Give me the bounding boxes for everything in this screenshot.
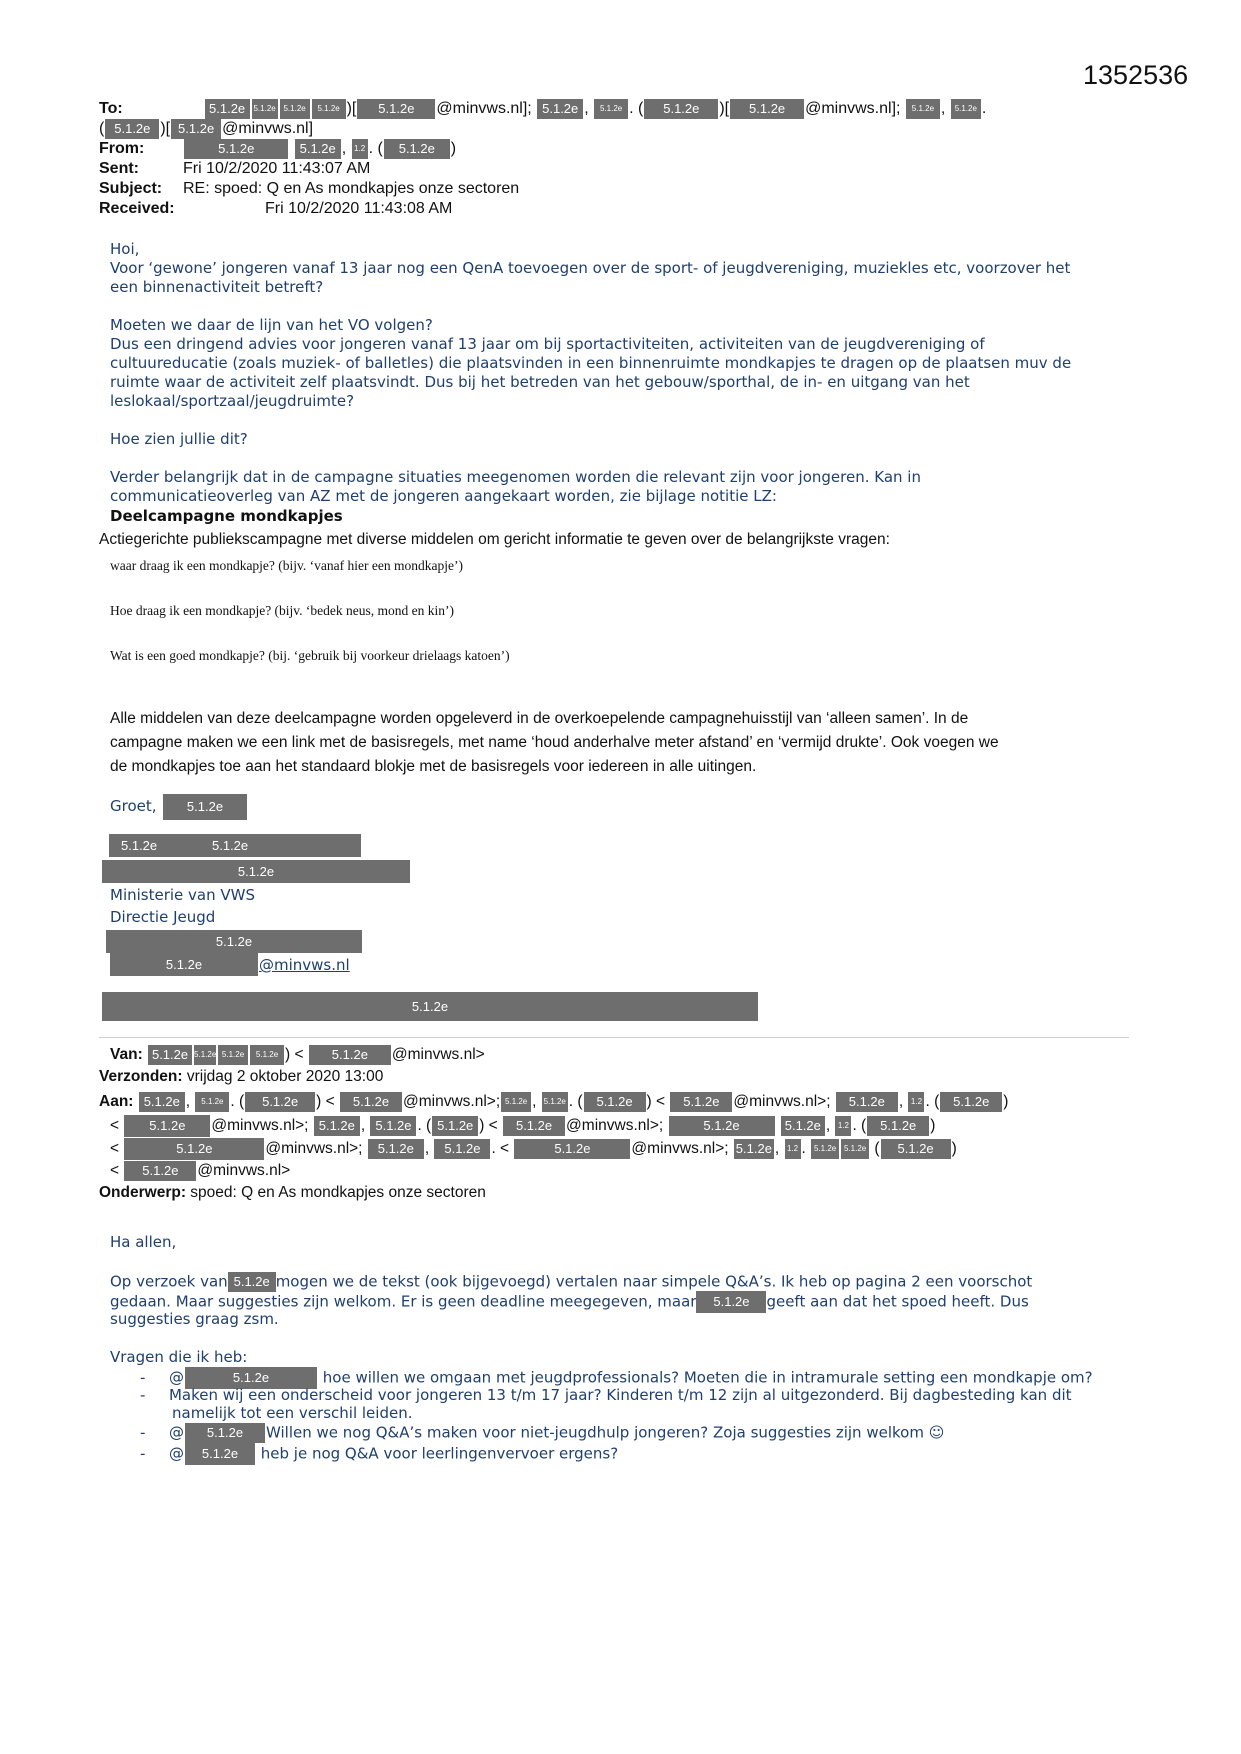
redaction: 5.1.2e (110, 953, 258, 976)
redaction: 5.1.2e (370, 1116, 416, 1136)
body-text: Hoe zien jullie dit? (110, 430, 248, 448)
body-text: Vragen die ik heb: (110, 1348, 248, 1366)
body-text: leslokaal/sportzaal/jeugdruimte? (110, 392, 355, 410)
body-text: Verder belangrijk dat in de campagne situaties meegenomen worden die relevant zijn voor jongeren. Kan in (110, 468, 921, 486)
redaction: 5.1.2e (252, 99, 278, 119)
redaction: 5.1.2e (106, 930, 362, 953)
email-domain: @minvws.nl> (197, 1162, 291, 1180)
redaction: 5.1.2e (501, 1092, 531, 1112)
redaction: 5.1.2e (185, 1423, 265, 1443)
divider (99, 1037, 1129, 1038)
redaction: 5.1.2e (881, 1139, 951, 1159)
received-value: Fri 10/2/2020 11:43:08 AM (265, 200, 453, 217)
redaction: 5.1.2e (836, 1092, 898, 1112)
email-domain: @minvws.nl>; (403, 1093, 501, 1111)
redaction: 1.2 (352, 139, 368, 159)
document-id: 1352536 (1083, 60, 1189, 90)
email-domain: @minvws.nl>; (631, 1140, 729, 1158)
redaction: 5.1.2e (218, 1045, 248, 1065)
email-link[interactable]: @minvws.nl (259, 956, 350, 974)
redaction: 5.1.2e (841, 1139, 869, 1159)
text-fragment: mogen we de tekst (ook bijgevoegd) vertalen naar simpele Q&A’s. Ik heb op pagina 2 een voorschot (275, 1272, 1033, 1291)
aan-label: Aan: (99, 1093, 134, 1111)
aan-line: Aan: 5.1.2e , 5.1.2e . ( 5.1.2e ) < 5.1.2e @minvws.nl>; 5.1.2e , 5.1.2e . ( 5.1.2e ) < 5.1.2e @minvws.nl>; 5.1.2e , 1.2 . ( 5.1.2e ) (99, 1093, 1009, 1111)
redaction: 5.1.2e (867, 1116, 929, 1136)
redaction: 5.1.2e (105, 119, 159, 139)
redaction: 5.1.2e (368, 1139, 424, 1159)
redaction: 5.1.2e (384, 139, 450, 159)
at-sign: @ (168, 1444, 184, 1463)
redaction: 5.1.2e (644, 99, 718, 119)
sent-line (99, 160, 371, 178)
redaction: 5.1.2e (730, 99, 804, 119)
redaction: 5.1.2e (906, 99, 940, 119)
redaction: 5.1.2e (432, 1116, 478, 1136)
bullet: - (140, 1423, 146, 1442)
redaction: 5.1.2e (171, 119, 221, 139)
redaction: 5.1.2e (184, 139, 288, 159)
groet: Groet, (110, 797, 157, 815)
redaction: 5.1.2e (940, 1092, 1002, 1112)
aan-line-3: < 5.1.2e @minvws.nl>; 5.1.2e , 5.1.2e . < 5.1.2e @minvws.nl>; 5.1.2e , 1.2 . 5.1.2e 5.1.2e ( 5.1.2e ) (110, 1138, 957, 1160)
campaign-intro: Actiegerichte publiekscampagne met diverse middelen om gericht informatie te geven over de belangrijkste vragen: (99, 531, 890, 548)
redaction: 5.1.2e (295, 139, 341, 159)
redaction: 5.1.2e (102, 860, 410, 883)
body-text: campagne maken we een link met de basisregels, met name ‘houd anderhalve meter afstand’ en ‘vermijd drukte’. Ook voegen we (110, 734, 999, 751)
campaign-question: Hoe draag ik een mondkapje? (bijv. ‘bedek neus, mond en kin’) (110, 603, 455, 618)
redaction: 5.1.2e (951, 99, 981, 119)
text-fragment: Willen we nog Q&A’s maken voor niet-jeugdhulp jongeren? Zoja suggesties zijn welkom ☺ (265, 1423, 945, 1442)
email-domain: @minvws.nl> (391, 1046, 485, 1064)
redaction: 5.1.2e (185, 1443, 255, 1465)
to-label: To: (99, 100, 123, 118)
redaction: 5.1.2e (102, 992, 758, 1021)
verzonden-value: vrijdag 2 oktober 2020 13:00 (186, 1068, 384, 1085)
verzonden-line (99, 1068, 383, 1086)
redaction: 5.1.2e (542, 1092, 568, 1112)
bullet: - (140, 1386, 146, 1404)
signature-redaction (109, 834, 361, 857)
redaction: 5.1.2e (537, 99, 583, 119)
redaction: 5.1.2e (309, 1045, 391, 1065)
at-sign: @ (168, 1423, 184, 1442)
body-text: Voor ‘gewone’ jongeren vanaf 13 jaar nog een QenA toevoegen over de sport- of jeugdvereniging, muziekles etc, voorzover het (110, 259, 1071, 277)
redaction: 1.2 (908, 1092, 924, 1112)
redaction: 5.1.2e (205, 99, 250, 119)
sent-label: Sent: (99, 160, 139, 177)
onderwerp-line (99, 1184, 486, 1202)
signature-email[interactable] (259, 956, 350, 974)
greeting: Ha allen, (110, 1233, 177, 1251)
redaction: 5.1.2e (124, 1115, 210, 1137)
redaction: 5.1.2e (245, 1092, 315, 1112)
ministry: Ministerie van VWS (110, 886, 255, 904)
email-domain: @minvws.nl] (222, 120, 314, 138)
to-line: To: 5.1.2e 5.1.2e 5.1.2e 5.1.2e )[ 5.1.2e @minvws.nl]; 5.1.2e , 5.1.2e . ( 5.1.2e )[ 5.1.2e @minvws.nl]; 5.1.2e , 5.1.2e . (99, 100, 987, 118)
body-text: Moeten we daar de lijn van het VO volgen? (110, 316, 433, 334)
received-label: Received: (99, 200, 175, 217)
body-text: de mondkapjes toe aan het standaard blokje met de basisregels voor iedereen in alle uitingen. (110, 758, 757, 775)
redaction: 5.1.2e (195, 1092, 229, 1112)
body-text: communicatieoverleg van AZ met de jongeren aangekaart worden, zie bijlage notitie LZ: (110, 487, 777, 505)
text-fragment: Maken wij een onderscheid voor jongeren 13 t/m 17 jaar? Kinderen t/m 12 zijn al uitgezonderd. Bij dagbesteding kan dit (168, 1386, 1072, 1404)
onderwerp-label: Onderwerp: (99, 1184, 186, 1201)
redaction: 5.1.2e (514, 1139, 630, 1159)
list-item-continued: namelijk tot een verschil leiden. (172, 1404, 413, 1422)
redaction: 5.1.2e (669, 1116, 775, 1136)
sent-value: Fri 10/2/2020 11:43:07 AM (183, 160, 371, 177)
text-fragment: heb je nog Q&A voor leerlingenvervoer ergens? (260, 1444, 619, 1463)
list-item (140, 1386, 1072, 1404)
van-line: Van: 5.1.2e 5.1.2e 5.1.2e 5.1.2e ) < 5.1.2e @minvws.nl> (110, 1046, 485, 1064)
redaction: 5.1.2e (434, 1139, 490, 1159)
redaction: 5.1.2e (163, 794, 247, 820)
body-text (110, 1272, 1032, 1292)
redaction: 5.1.2e (124, 1161, 196, 1181)
email-domain: @minvws.nl>; (733, 1093, 831, 1111)
redaction: 5.1.2e (584, 1092, 646, 1112)
subject-label: Subject: (99, 180, 163, 197)
redaction: 5.1.2e (194, 1045, 216, 1065)
bullet: - (140, 1368, 146, 1387)
list-item (140, 1443, 618, 1465)
campaign-title: Deelcampagne mondkapjes (110, 507, 343, 525)
redaction: 5.1.2e (357, 99, 435, 119)
text-fragment: hoe willen we omgaan met jeugdprofessionals? Moeten die in intramurale setting een mondkapje om? (322, 1368, 1093, 1387)
received-line (99, 200, 453, 218)
redaction: 5.1.2e (314, 1116, 360, 1136)
redaction: 5.1.2e (312, 99, 346, 119)
redaction: 5.1.2e (139, 1092, 185, 1112)
at-sign: @ (168, 1368, 184, 1387)
to-line-2: ( 5.1.2e )[ 5.1.2e @minvws.nl] (99, 120, 314, 138)
body-text: Dus een dringend advies voor jongeren vanaf 13 jaar om bij sportactiviteiten, activiteiten van de jeugdvereniging of (110, 335, 985, 353)
campaign-question: Wat is een goed mondkapje? (bij. ‘gebruik bij voorkeur drielaags katoen’) (110, 648, 510, 663)
redaction: 5.1.2e (811, 1139, 839, 1159)
directie: Directie Jeugd (110, 908, 216, 926)
redaction: 5.1.2e (185, 1367, 317, 1389)
redaction: 5.1.2e (594, 99, 628, 119)
van-label: Van: (110, 1046, 143, 1064)
verzonden-label: Verzonden: (99, 1068, 183, 1085)
onderwerp-value: spoed: Q en As mondkapjes onze sectoren (190, 1184, 486, 1201)
redaction: 5.1.2e (781, 1116, 825, 1136)
redaction: 5.1.2e (124, 1138, 264, 1160)
text-fragment: gedaan. Maar suggesties zijn welkom. Er is geen deadline meegegeven, maar (110, 1292, 697, 1311)
aan-line-4: < 5.1.2e @minvws.nl> (110, 1162, 291, 1180)
subject-line (99, 180, 520, 198)
redaction: 1.2 (835, 1116, 851, 1136)
from-label: From: (99, 140, 145, 158)
redaction: 1.2 (785, 1139, 801, 1159)
campaign-question: waar draag ik een mondkapje? (bijv. ‘vanaf hier een mondkapje’) (110, 558, 463, 573)
email-domain: @minvws.nl]; (436, 100, 532, 118)
list-item (140, 1423, 944, 1443)
redaction: 5.1.2e (121, 838, 158, 853)
body-text: Alle middelen van deze deelcampagne worden opgeleverd in de overkoepelende campagnehuisstijl van ‘alleen samen’. In de (110, 710, 969, 727)
redaction: 5.1.2e (228, 1272, 276, 1292)
body-text: ruimte waar de activiteit zelf plaatsvindt. Dus bij het betreden van het gebouw/sporthal, de in- en uitgang van het (110, 373, 970, 391)
redaction: 5.1.2e (670, 1092, 732, 1112)
redaction: 5.1.2e (212, 838, 249, 853)
email-domain: @minvws.nl>; (566, 1117, 664, 1135)
redaction: 5.1.2e (280, 99, 310, 119)
redaction: 5.1.2e (696, 1291, 766, 1313)
redaction: 5.1.2e (250, 1045, 284, 1065)
email-domain: @minvws.nl]; (805, 100, 901, 118)
text-fragment: geeft aan dat het spoed heeft. Dus (766, 1292, 1029, 1311)
body-text: suggesties graag zsm. (110, 1310, 279, 1328)
body-text: cultuureducatie (zoals muziek- of balletles) die plaatsvinden in een binnenruimte mondkapjes te dragen op de plaatsen muv de (110, 354, 1072, 372)
aan-line-2: < 5.1.2e @minvws.nl>; 5.1.2e , 5.1.2e . ( 5.1.2e ) < 5.1.2e @minvws.nl>; 5.1.2e 5.1.2e , 1.2 . ( 5.1.2e ) (110, 1115, 935, 1137)
from-line: From: 5.1.2e 5.1.2e , 1.2 . ( 5.1.2e ) (99, 140, 457, 158)
text-fragment: Op verzoek van (110, 1272, 228, 1291)
redaction: 5.1.2e (148, 1045, 192, 1065)
redaction: 5.1.2e (503, 1116, 565, 1136)
redaction: 5.1.2e (340, 1092, 402, 1112)
email-domain: @minvws.nl>; (265, 1140, 363, 1158)
redaction: 5.1.2e (734, 1139, 774, 1159)
greeting: Hoi, (110, 240, 140, 258)
bullet: - (140, 1444, 146, 1463)
email-domain: @minvws.nl>; (211, 1117, 309, 1135)
body-text: een binnenactiviteit betreft? (110, 278, 324, 296)
subject-value: RE: spoed: Q en As mondkapjes onze sectoren (183, 180, 520, 197)
